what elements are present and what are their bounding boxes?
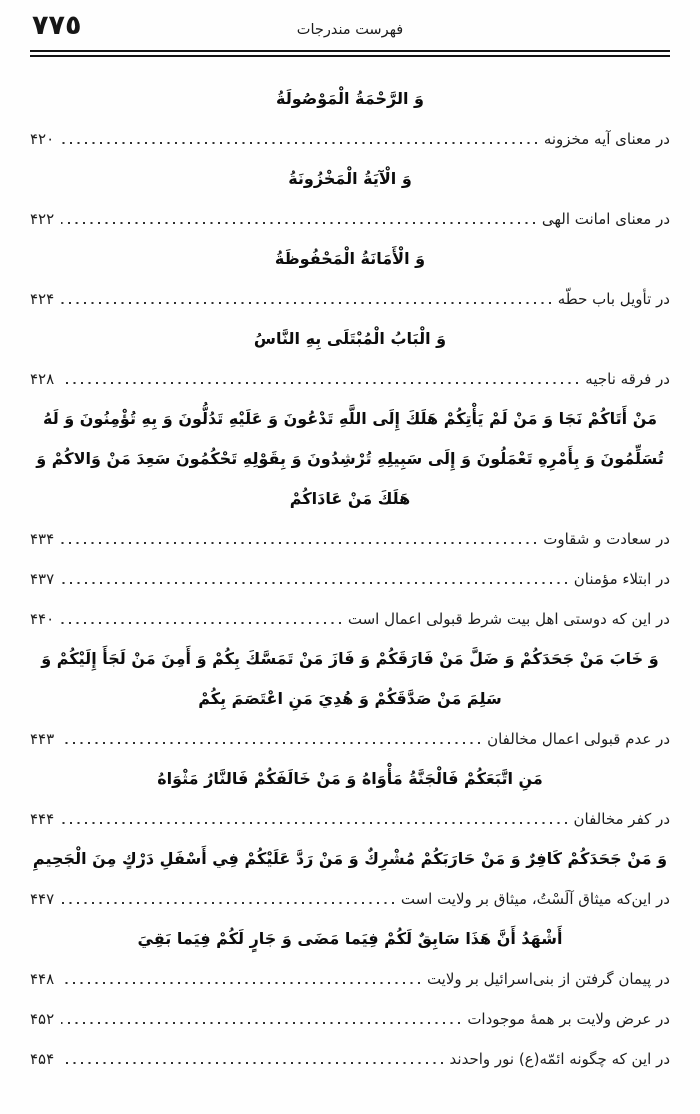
toc-leader-dots [61, 622, 341, 625]
toc-leader-dots [61, 742, 480, 745]
toc-entry [30, 599, 670, 639]
toc-leader-dots [61, 382, 578, 385]
toc-entry [30, 999, 670, 1039]
toc-entry-page: ۴۴۷ [30, 890, 55, 908]
toc-list [30, 57, 670, 1079]
toc-leader-dots [61, 582, 567, 585]
toc-entry-page: ۴۴۰ [30, 610, 55, 628]
toc-heading: أَشْهَدُ أَنَّ هَذَا سَابِقٌ لَكُمْ فِيَما مَضَى وَ جَارٍ لَكُمْ فِيَما بَقِيَ [137, 929, 563, 948]
toc-entry-page: ۴۵۴ [30, 1050, 55, 1068]
toc-heading: وَ الْبَابُ الْمُبْتَلَى بِهِ النَّاسُ [253, 329, 447, 348]
page-number: ٧٧٥ [32, 10, 82, 41]
toc-entry-title: در پیمان گرفتن از بنی‌اسرائیل بر ولایت [426, 970, 670, 988]
toc-entry-page: ۴۲۴ [30, 290, 55, 308]
toc-entry-title: در معنای امانت الهی [541, 210, 670, 228]
toc-leader-dots [61, 302, 551, 305]
toc-entry-title: در کفر مخالفان [573, 810, 670, 828]
toc-entry-page: ۴۲۸ [30, 370, 55, 388]
toc-entry [30, 559, 670, 599]
toc-heading: وَ الْأَمَانَةُ الْمَحْفُوظَةُ [274, 249, 426, 268]
toc-entry [30, 119, 670, 159]
toc-entry-page: ۴۴۸ [30, 970, 55, 988]
toc-entry [30, 359, 670, 399]
toc-leader-dots [61, 822, 566, 825]
header-title: فهرست مندرجات [296, 22, 404, 38]
toc-entry-title: در عدم قبولی اعمال مخالفان [487, 730, 670, 748]
toc-leader-dots [61, 982, 420, 985]
toc-entry [30, 879, 670, 919]
toc-entry-title: در این‌که میثاق آلَسْتُ، میثاق بر ولایت است [400, 890, 670, 908]
toc-heading: وَ الرَّحْمَةُ الْمَوْصُولَةُ [276, 89, 424, 108]
toc-heading: مَنْ أَتَاكُمْ نَجَا وَ مَنْ لَمْ يَأْتِكُمْ هَلَكَ إِلَى اللَّهِ تَدْعُونَ وَ عَلَيْهِ تَدُلُّونَ وَ بِهِ تُؤْمِنُونَ وَ لَهُ تُسَلِّمُونَ وَ بِأَمْرِهِ تَعْمَلُونَ وَ إِلَى سَبِيلِهِ تُرْشِدُونَ وَ بِقَوْلِهِ تَحْكُمُونَ سَعِدَ مَنْ وَالاكُمْ وَ هَلَكَ مَنْ عَادَاكُمْ [36, 409, 664, 508]
header-double-rule [30, 50, 670, 57]
toc-entry-title: در ابتلاء مؤمنان [573, 570, 670, 588]
toc-entry-page: ۴۳۴ [30, 530, 55, 548]
toc-leader-dots [61, 222, 535, 225]
toc-entry-title: در این که چگونه ائمّه(ع) نور واحدند [449, 1050, 670, 1068]
toc-leader-dots [61, 1022, 460, 1025]
toc-entry-title: در معنای آیه مخزونه [543, 130, 670, 148]
toc-heading: وَ مَنْ جَحَدَكُمْ كَافِرٌ وَ مَنْ حَارَبَكُمْ مُشْرِكٌ وَ مَنْ رَدَّ عَلَيْكُمْ فِي أَسْفَلِ دَرْكٍ مِنَ الْجَحِيمِ [32, 849, 668, 868]
toc-entry-page: ۴۴۳ [30, 730, 55, 748]
toc-leader-dots [61, 1062, 442, 1065]
toc-entry-page: ۴۳۷ [30, 570, 55, 588]
toc-heading: وَ الْآيَةُ الْمَخْزُونَةُ [288, 169, 412, 188]
toc-leader-dots [61, 142, 537, 145]
toc-leader-dots [61, 902, 394, 905]
toc-entry-title: در تأویل باب حطّه [557, 290, 670, 308]
toc-heading: وَ خَابَ مَنْ جَحَدَكُمْ وَ ضَلَّ مَنْ فَارَقَكُمْ وَ فَازَ مَنْ تَمَسَّكَ بِكُمْ وَ أَمِنَ مَنْ لَجَأَ إِلَيْكُمْ وَ سَلِمَ مَنْ صَدَّقَكُمْ وَ هُدِيَ مَنِ اعْتَصَمَ بِكُمْ [41, 649, 659, 708]
toc-leader-dots [61, 542, 536, 545]
toc-entry [30, 959, 670, 999]
page-header [30, 0, 670, 50]
toc-entry-page: ۴۴۴ [30, 810, 55, 828]
toc-entry [30, 719, 670, 759]
toc-heading: مَنِ اتَّبَعَكُمْ فَالْجَنَّةُ مَأْوَاهُ وَ مَنْ خَالَفَكُمْ فَالنَّارُ مَثْوَاهُ [157, 769, 543, 788]
toc-entry-title: در عرض ولایت بر همهٔ موجودات [467, 1010, 670, 1028]
toc-entry-title: در این که دوستی اهل بیت شرط قبولی اعمال است [347, 610, 670, 628]
toc-entry-page: ۴۲۲ [30, 210, 55, 228]
toc-entry [30, 519, 670, 559]
toc-entry [30, 1039, 670, 1079]
toc-entry [30, 799, 670, 839]
toc-entry-page: ۴۵۲ [30, 1010, 55, 1028]
toc-entry-title: در سعادت و شقاوت [543, 530, 670, 548]
toc-entry-title: در فرقه ناجیه [585, 370, 670, 388]
toc-entry [30, 199, 670, 239]
toc-entry [30, 279, 670, 319]
toc-entry-page: ۴۲۰ [30, 130, 55, 148]
